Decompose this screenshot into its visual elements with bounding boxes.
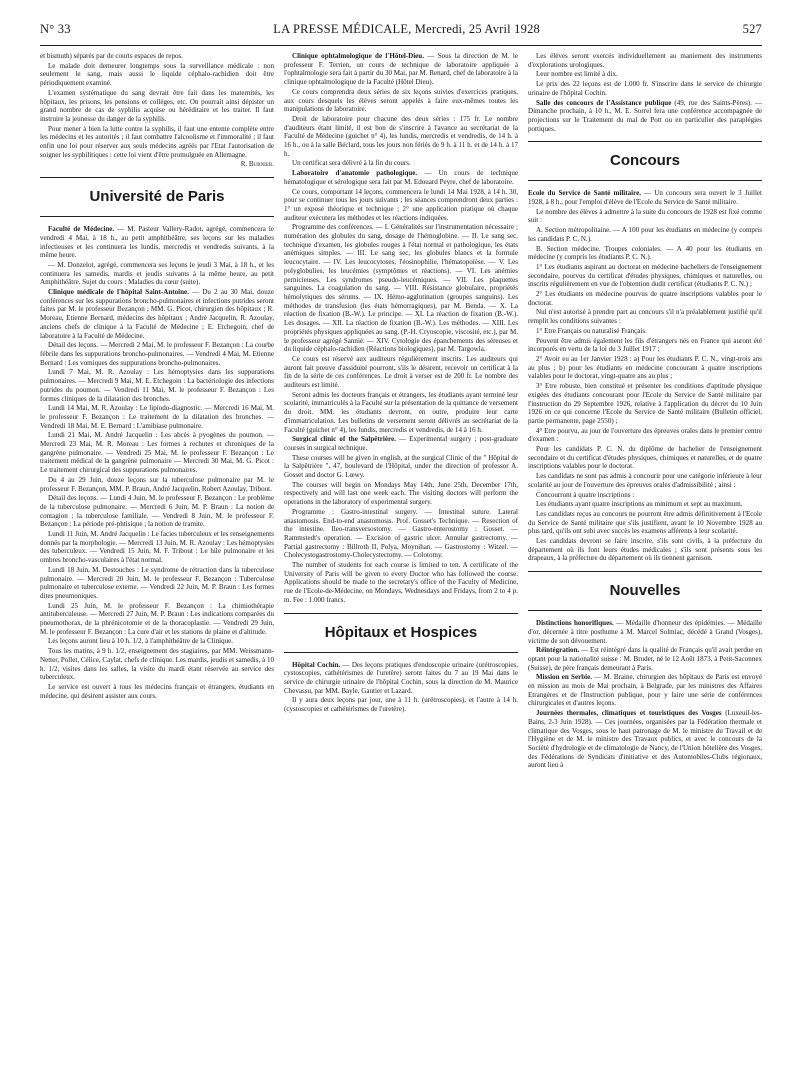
hopitaux-paragraphs	[284, 661, 518, 714]
paragraph: Ce cours, comportant 14 leçons, commencera le lundi 14 Mai 1928, à 14 h. 30, pour se continuer tous les jours suivants ; les séances comprendront deux parties : 1° un exposé théorique et technique ; 2° une application pratique où chaque auditeur exécutera les méthodes et les réactions indiquées.	[284, 187, 518, 222]
paragraph: B. Section médecine. Troupes coloniales. — A 40 pour les étudiants en médecine (y compris les étudiants P. C. N.).	[528, 244, 762, 262]
column-1	[40, 52, 274, 1072]
paragraph: Lundi 7 Mai, M. R. Azoulay : Les hémoptysies dans les suppurations pulmonaires. — Mercredi 9 Mai, M. E. Etchegoin : La bactériologie des infections putrides du poumon. — Vendredi 11 Mai, M. le professeur F. Bezançon : Les formes cliniques de la dilatation des bronches.	[40, 368, 274, 403]
paragraph-lead: Mission en Serbie.	[536, 673, 592, 682]
paragraph: Réintégration. — Est réintégré dans la qualité de Français qu'il avait perdue en optant pour la nationalité suisse : M. Bruder, né le 12 Août 1873, à Petit-Saconnex (Suisse), de père français demeurant à Paris.	[528, 646, 762, 672]
paragraph: Détail des leçons. — Lundi 4 Juin, M. le professeur F. Bezançon : Le problème de la tuberculose pulmonaire. — Mercredi 6 Juin, M. P. Braun : La notion de contagion ; la tuberculose familiale. — Vendredi 8 Juin, M. le professeur F. Bezançon : La période pré-phtisique ; la notion de tramite.	[40, 494, 274, 529]
paragraph-lead: Journées thermales, climatiques et touristiques des Vosges	[536, 709, 722, 718]
paragraph: Clinique ophtalmologique de l'Hôtel-Dieu. — Sous la direction de M. le professeur F. Terrien, un cours de technique de laboratoire appliquée à l'ophtalmologie sera fait à partir du 30 Mai, par M. Renard, chef de laboratoire à la clinique ophtalmologique de la Faculté (Hôtel Dieu).	[284, 52, 518, 87]
paragraph: The courses will begin on Mondays May 14th, June 25th, December 17th, respectively and will last one week each. The visiting doctors will perform the operations in the laboratory of experimental surgery.	[284, 480, 518, 507]
paragraph: These courses will be given in english, at the surgical Clinic of the " Hôpital de la Salpêtrière ", 47, boulevard de l'Hôpital, under the direction of professor A. Gosset and doctor G. Lœwy.	[284, 453, 518, 480]
paragraph: Mission en Serbie. — M. Braine, chirurgien des hôpitaux de Paris est envoyé en mission au mois de Mai prochain, à Belgrade, par les ministres des Affaires Etrangères et de l'Instruction publique, pour y faire une série de conférences chirurgicales et d'autres leçons.	[528, 673, 762, 708]
paragraph-lead: Surgical clinic of the Salpêtrière.	[292, 435, 396, 444]
paragraph: Le nombre des élèves à admettre à la suite du concours de 1928 est fixé comme suit :	[528, 207, 762, 225]
header-rule	[40, 45, 762, 46]
section-title-hopitaux: Hôpitaux et Hospices	[324, 623, 478, 641]
courses-paragraphs	[284, 52, 518, 605]
section-heading-box	[528, 571, 762, 611]
concours-lead: Ecole du Service de Santé militaire.	[528, 189, 641, 198]
paragraph: Lundi 11 Juin, M. André Jacquelin : Le facies tuberculeux et les renseignements donnés par la morphologie. — Mercredi 13 Juin, M. R. Azoulay : Les hémoptysies des tuberculeux. — Vendredi 15 Juin, M. F. Tribout : Le hile pulmonaire et les ombres broncho-vasculaires à l'état normal.	[40, 530, 274, 565]
paragraph: Du 4 au 29 Juin, douze leçons sur la tuberculose pulmonaire par M. le professeur F. Bezançon, MM. P. Braun, André Jacquelin, Robert Azoulay, Tribout.	[40, 475, 274, 493]
section-title-concours: Concours	[609, 152, 680, 170]
section-title-universite: Université de Paris	[89, 188, 225, 206]
paragraph-lead: Laboratoire d'anatomie pathologique.	[292, 169, 418, 178]
paragraph: Seront admis les docteurs français et étrangers, les étudiants ayant terminé leur scolarité, immatriculés à la Faculté sur la présentation de la quittance de versement du droit. MM. les étudiants devront, en outre, produire leur carte d'immatriculation. Les bulletins de versement seront délivrés au secrétariat de la Faculté (guichet n° 4), les lundis, mercredis et vendredis, de 14 à 16 h.	[284, 390, 518, 434]
paragraph: 3° Etre robuste, bien constitué et présenter les conditions d'aptitude physique exigées des étudiants concourant pour l'Ecole du Service de Santé militaire par l'instruction du 29 Septembre 1926, relative à l'application du décret du 10 Juin 1926 en ce qui concerne l'Ecole du Service de Santé militaire (Bulletin officiel, partie permanente, page 2550) ;	[528, 382, 762, 425]
paragraph: Les candidats ne sont pas admis à concourir pour une catégorie inférieure à leur scolarité au jour de l'ouverture des épreuves orales d'admissibilité ; ainsi :	[528, 472, 762, 489]
paragraph: Lundi 21 Mai, M. André Jacquelin : Les abcès à pyogènes du poumon. — Mercredi 23 Mai, M. R. Moreau : Les formes à rechutes et chroniques de la gangrène pulmonaire. — Vendredi 25 Mai, M. le professeur F. Bezançon : Le traitement médical de la gangrène pulmonaire — Mercredi 30 Mai, M. G. Picot : Le traitement chirurgical des suppurations pulmonaires.	[40, 431, 274, 475]
paragraph: Les étudiants ayant quatre inscriptions au minimum et sept au maximum.	[536, 500, 743, 509]
nouvelles-paragraphs	[528, 619, 762, 770]
paragraph: Les candidats reçus au concours ne pourront être admis définitivement à l'Ecole du Service de Santé militaire que s'ils justifient, avant le 10 Novembre 1928 au plus tard, qu'ils ont subi avec succès les examens afférents à leur scolarité.	[528, 509, 762, 536]
paragraph: Un certificat sera délivré à la fin du cours.	[292, 159, 411, 168]
paragraph-lead: Clinique ophtalmologique de l'Hôtel-Dieu.	[292, 52, 424, 60]
paragraph: Il y aura deux leçons par jour, une à 11 h. (urétroscopies), et l'autre à 14 h. (cystoscopies et cathétérismes de l'uretère).	[284, 696, 518, 714]
column-2	[284, 52, 518, 1072]
paragraph: Le prix des 22 leçons est de 1.000 fr. S'inscrire dans le service de chirurgie urinaire de l'hôpital Cochin.	[528, 80, 762, 97]
section-heading-box	[528, 141, 762, 181]
paragraph: Les candidats devront se faire inscrire, s'ils sont civils, à la préfecture du département où ils font leurs études médicales ; s'ils sont présents sous les drapeaux, à la préfecture du département où ils tiennent garnison.	[528, 537, 762, 563]
issue-number: N° 33	[40, 21, 71, 36]
paragraph: L'examen systématique du sang devrait être fait dans les maternités, les hôpitaux, les prisons, les pensions et collèges, etc. On pourrait ainsi dépister un grand nombre de cas de syphilis acquise ou héréditaire et les traiter. Il faut instruire la jeunesse du danger de la syphilis.	[40, 88, 274, 123]
concours-lead-para: Ecole du Service de Santé militaire. — Un concours sera ouvert le 3 Juillet 1928, à 8 h., pour l'emploi d'élève de l'Ecole du Service de Santé militaire.	[528, 189, 762, 207]
paragraph: Surgical clinic of the Salpêtrière. — Experimental surgery ; post-graduate courses in surgical technique.	[284, 435, 518, 452]
paragraph: 4° Etre pourvu, au jour de l'ouverture des épreuves orales dans le premier centre d'examen :	[528, 426, 762, 444]
paragraph-lead: Hôpital Cochin.	[292, 660, 341, 669]
paragraph: Lundi 18 Juin, M. Destouches : Le syndrome de rétraction dans la tuberculose pulmonaire. — Mercredi 20 Juin, M. le professeur F. Bezançon : Tuberculose pulmonaire et tuberculose externe. — Vendredi 22 Juin, M. P. Braun : Les formes dites pneumoniques.	[40, 565, 274, 600]
paragraph: Journées thermales, climatiques et touristiques des Vosges (Luxeuil-les-Bains, 2-3 Juin 1928). — Ces journées, organisées par la Fédération thermale et climatique des Vosges, sous le haut patronage de M. le ministre du Travail et de l'Hygiène et de M. le ministre des Travaux publics, et avec le concours de la Société d'hydrologie et de climatologie de Nancy, de l'Union hôtelière des Vosges, des Fédérations de Syndicats d'initiative et des Automobiles-Clubs régionaux, auront lieu à	[528, 709, 762, 770]
concours-paragraphs	[528, 208, 762, 563]
paragraph: Lundi 14 Mai, M. R. Azoulay : Le lipiodo-diagnostic. — Mercredi 16 Mai, M. le professeur F. Bezançon : Le traitement de la dilatation des bronches. — Vendredi 18 Mai, M. E. Bernard : L'amibiase pulmonaire.	[40, 404, 274, 430]
paragraph: The number of students for each course is limited to ten. A certificate of the University of Paris will be given to every Doctor who has followed the course. Applications should be made to the secretary's office of the Faculty of Medicine, rue de l'Ecole-de-Médecine, on Mondays, Wednesdays and Fridays, from 2 to 4 p. m. Fee : 1.000 francs.	[284, 561, 518, 604]
cochin-continued	[528, 52, 762, 133]
paragraph: A. Section métropolitaine. — A 100 pour les étudiants en médecine (y compris les candidats P. C. N.).	[528, 226, 762, 243]
paragraph: Salle des concours de l'Assistance publique (49, rue des Saints-Pères). — Dimanche prochain, à 10 h., M. E. Sorrel fera une conférence accompagnée de projections sur le Traitement du mal de Pott ou en particulier des paraplégies pottiques.	[528, 98, 762, 133]
masthead: LA PRESSE MÉDICALE, Mercredi, 25 Avril 1928	[273, 21, 540, 36]
paragraph-lead: Distinctions honorifiques.	[536, 619, 614, 628]
paragraph: 2° Avoir eu au 1er Janvier 1928 : a) Pour les étudiants P. C. N., vingt-trois ans au plus ; b) pour les étudiants en médecine concourant à quatre inscriptions valables pour le doctorat, vingt-quatre ans au plus ;	[528, 354, 762, 381]
paragraph: 1° Les étudiants aspirant au doctorat en médecine bacheliers de l'enseignement secondaire, pourvus du certificat d'études physiques, chimiques et naturelles, ou inscrits régulièrement en vue de l'obtention dudit certificat (étudiants P. C. N.) ;	[528, 262, 762, 289]
section-heading-box	[284, 613, 518, 653]
paragraph: Laboratoire d'anatomie pathologique. — Un cours de technique hématologique et sérologique sera fait par M. Edouard Peyre, chef de laboratoire.	[284, 169, 518, 186]
paragraph: Droit de laboratoire pour chacune des deux séries : 175 fr. Le nombre d'auditeurs étant limité, il est bon de s'inscrire à l'avance au secrétariat de la Faculté de Médecine (guichet n° 4), les lundis, mercredis et vendredis, de 14 h. à 16 h., ou à la salle Béclard, tous les jours non fériés de 9 h. à 11 h. et de 14 h. à 17 h.	[284, 114, 518, 158]
paragraph: Les leçons auront lieu à 10 h. 1/2, à l'amphithéâtre de la Clinique.	[48, 637, 234, 646]
paragraph: Ce cours est réservé aux auditeurs régulièrement inscrits. Les auditeurs qui auront fait preuve d'assiduité pourront, s'ils le désirent, recevoir un certificat à la fin de la série de ces conférences. Le droit à verser est de 200 fr. Le nombre des auditeurs est limité.	[284, 354, 518, 390]
paragraph: Le service est ouvert à tous les médecins français et étrangers, étudiants en médecine, qui désirent assister aux cours.	[40, 683, 274, 700]
paragraph: Pour mener à bien la lutte contre la syphilis, il faut une entente complète entre les médecins et les autorités ; il faut combattre l'alcoolisme et l'immoralité ; il faut enfin une loi pour réserver aux seuls médecins agréés par l'Etat l'autorisation de soigner les syphilitiques : cette loi vient d'être promulguée en Allemagne.	[40, 124, 274, 159]
paragraph: — M. Donzelot, agrégé, commencera ses leçons le jeudi 3 Mai, à 18 h., et les continuera les samedis, mardis et jeudis suivants à la même heure, au petit Amphithéâtre. Sujet du cours : Maladies du cœur (suite).	[40, 260, 274, 287]
paragraph: Les élèves seront exercés individuellement au maniement des instruments d'explorations urologiques.	[528, 52, 762, 69]
universite-paragraphs	[40, 225, 274, 700]
paragraph: Hôpital Cochin. — Des leçons pratiques d'endoscopie urinaire (urétroscopies, cystoscopies, cathétérismes de l'uretère) seront faites du 7 au 19 Mai dans le service de chirurgie urinaire de l'hôpital Cochin, sous la direction de M. Maurice Chevassu, par MM. Bayle, Gautier et Lazard.	[284, 660, 518, 695]
paragraph: Distinctions honorifiques. — Médaille d'honneur des épidémies. — Médaille d'or, décernée à titre posthume à M. Marcel Solmiac, décédé à Grand (Vosges), victime de son dévouement.	[528, 619, 762, 645]
paragraph: Le malade doit demeurer longtemps sous la surveillance médicale : non seulement le sang, mais aussi le liquide céphalo-rachidien doit être périodiquement examiné.	[40, 61, 274, 88]
page-number: 527	[742, 21, 762, 36]
paragraph: Tous les matins, à 9 h. 1/2, enseignement des stagiaires, par MM. Weissmann-Netter, Pollet, Célice, Caylat, chefs de clinique. Les mardis, jeudis et samedis, à 10 h. 1/2, visites dans les salles, la visite du mardi étant réservée au service des tuberculeux.	[40, 647, 274, 682]
paragraph: Ce cours comprendra deux séries de six leçons suivies d'exercices pratiques, aux cours desquels les élèves seront appelés à faire eux-mêmes toutes les manipulations de laboratoire.	[284, 87, 518, 114]
paragraph-lead: Réintégration.	[536, 646, 580, 655]
paragraph: Concourront à quatre inscriptions :	[536, 490, 635, 499]
section-title-nouvelles: Nouvelles	[609, 582, 681, 600]
paragraph: Faculté de Médecine. — M. Pasteur Vallery-Radot, agrégé, commencera le vendredi 4 Mai, à 18 h., au petit amphithéâtre, ses leçons sur les maladies infectieuses et les continuera les lundis, mercredis et vendredis suivants, à la même heure.	[40, 225, 274, 260]
paragraph: Nul n'est autorisé à prendre part au concours s'il n'a préalablement justifié qu'il remplit les conditions suivantes :	[528, 308, 762, 326]
syphilis-article-end	[40, 52, 274, 159]
paragraph: Programme : Gastro-intestinal surgery. — Intestinal suture. Lateral anastomosis. End-to-end anastomosis. Prof. Gosset's Technique. — Resection of the intestine. Ileo-transversostomy. — Gastro-enterostomy : Gosset. — Rammstedt's operation. — Excision of gastric ulcer. Annular gastrectomy. — Partial gastrectomy : Billroth II, Polya, Moynihan. — Gastrostomy : Witzel. — Cholecystogastrostomy-Cholecystectomy. — Colotomy.	[284, 507, 518, 560]
paragraph: et bismuth) séparés par de courts espaces de repos.	[40, 52, 184, 60]
paragraph: Pour les candidats P. C. N. du diplôme de bachelier de l'enseignement secondaire et du certificat d'études physiques, chimiques et naturelles, et de quatre inscriptions valables pour le doctorat.	[528, 445, 762, 471]
column-3	[528, 52, 762, 1072]
paragraph-lead: Clinique médicale de l'hôpital Saint-Antoine.	[48, 288, 189, 297]
paragraph: Clinique médicale de l'hôpital Saint-Antoine. — Du 2 au 30 Mai, douze conférences sur les suppurations broncho-pulmonaires et infections putrides seront faites par M. le professeur Bezançon ; MM. G. Picot, chirurgien des hôpitaux ; R. Moreau, Etienne Bernard, médecins des hôpitaux ; André Jacquelin, R. Azoulay, anciens chefs de clinique à la Faculté de Médecine ; E. Etchegoin, chef de laboratoire à la Faculté de Médecine.	[40, 288, 274, 340]
article-signature: R. Burnier.	[240, 160, 274, 169]
paragraph: Leur nombre est limité à dix.	[536, 70, 618, 79]
paragraph: Programme des conférences. — I. Généralités sur l'instrumentation nécessaire ; numération des globules du sang, dosage de l'hémoglobine. — II. Le sang sec, technique d'examen, les globules rouges à l'état normal et pathologique, les états anémiques simples. — III. Le sang sec, les globules blancs et la formule leucocytaire. — IV. Les leucocytoses, l'éosinophilie, l'hématopoïèse. — V. Les polyglobulies, les leucémies (symptômes et réactions). — VI. Les anémies pernicieuses. Les syndromes pseudo-leucémiques. — VII. Les plaquettes sanguines. La coagulation du sang. — VIII. Résistance globulaire, propriétés hémolytiques des sérums. — IX. Hémo-agglutination (groupes sanguins). Les méthodes de transfusion (les états hémorragiques), par M. Benda. — X. La réaction de fixation (B.-W.). Le principe. — XI. La réaction de fixation (B.-W.). Les dosages. — XII. La réaction de fixation (B.-W.). Les méthodes. — XIII. Les propriétés physiques appliquées au sang. (P.-H. Cryoscopie, viscosité, etc.), par M. le professeur agrégé Sannié. — XIV. Cytologie des épanchements des séreuses et du liquide céphalo-rachidien (Réactions biologiques), par M. Targowla.	[284, 223, 518, 354]
running-header	[40, 18, 762, 40]
paragraph: Détail des leçons. — Mercredi 2 Mai, M. le professeur F. Bezançon : La courbe fébrile dans les suppurations broncho-pulmonaires. — Vendredi 4 Mai, M. Etienne Bernard : Les vomiques des suppurations broncho-pulmonaires.	[40, 341, 274, 367]
paragraph: Peuvent être admis également les fils d'étrangers nés en France qui auront été incorporés en vertu de la loi du 3 Juillet 1917 ;	[528, 336, 762, 354]
paragraph-lead: Faculté de Médecine.	[48, 225, 115, 234]
paragraph-lead: Salle des concours de l'Assistance publique	[536, 98, 672, 107]
paragraph: 2° Les étudiants en médecine pourvus de quatre inscriptions valables pour le doctorat.	[528, 290, 762, 307]
paragraph: 1° Etre Français ou naturalisé Français.	[536, 326, 647, 335]
paragraph: Lundi 25 Juin, M. le professeur F. Bezançon : La chimiothérapie antituberculeuse. — Mercredi 27 Juin, M. P. Braun : Les indications comparées du pneumothorax, de la phrénicotomie et de la thoracoplastie. — Vendredi 29 Juin, M. le professeur F. Bezançon : La cure d'air et les stations de plaine et d'altitude.	[40, 601, 274, 636]
section-heading-box	[40, 177, 274, 217]
